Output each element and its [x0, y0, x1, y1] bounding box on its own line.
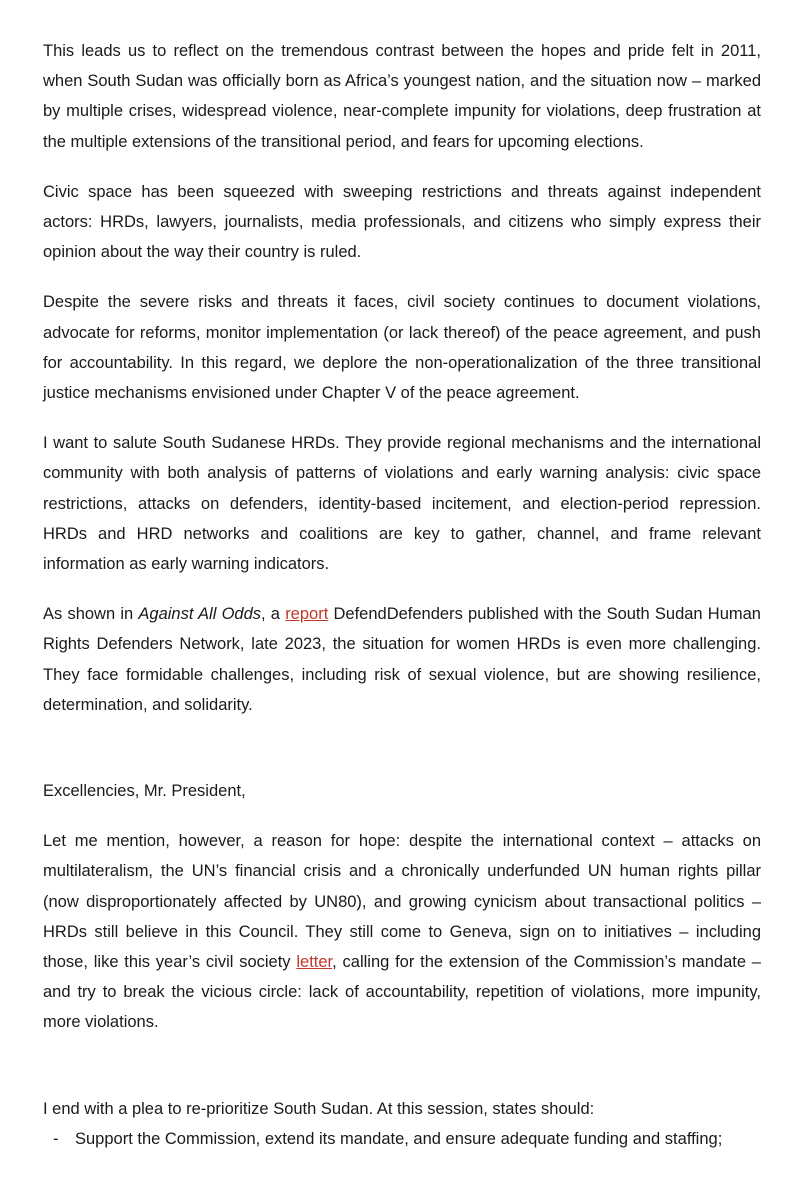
list-item-text: Support the Commission, extend its mandate, and ensure adequate funding and staffing;: [75, 1129, 723, 1148]
paragraph-plea: I end with a plea to re-prioritize South Sudan. At this session, states should:: [43, 1099, 595, 1118]
salutation: Excellencies, Mr. President,: [43, 782, 246, 801]
paragraph-civic-space: Civic space has been squeezed with sweeping restrictions and threats against independent actors: HRDs, lawyers, journalists, media professionals, and citizens who simply express their opinion about the way their country is ruled.: [43, 182, 761, 262]
paragraph-against-all-odds: [43, 599, 761, 720]
paragraph-gap: [43, 267, 761, 287]
section-gap: [43, 1038, 761, 1094]
list-bullet-dash: -: [53, 1129, 59, 1148]
paragraph-contrast: This leads us to reflect on the tremendous contrast between the hopes and pride felt in 2011, when South Sudan was officially born as Africa’s youngest nation, and the situation now – marked by multiple crises, widespread violence, near-complete impunity for violations, deep frustration at the multiple extensions of the transitional period, and fears for upcoming elections.: [43, 42, 761, 151]
paragraph-gap: [43, 579, 761, 599]
paragraph-gap: [43, 408, 761, 428]
p5-text-after-title: , a: [261, 605, 286, 624]
list-item: [43, 1124, 761, 1154]
report-link[interactable]: report: [285, 605, 329, 624]
paragraph-reason-for-hope: [43, 826, 761, 1037]
p6-text-after-link: , calling for the extension of the Commission’s mandate – and try to break the vicious circle: lack of accountability, repetition of violations, more impunity, more violations.: [43, 953, 761, 1032]
p5-text-before-title: As shown in: [43, 605, 139, 624]
paragraph-civil-society: Despite the severe risks and threats it faces, civil society continues to document violations, advocate for reforms, monitor implementation (or lack thereof) of the peace agreement, and push for accountability. In this regard, we deplore the non-operationalization of the three transitional justice mechanisms envisioned under Chapter V of the peace agreement.: [43, 293, 761, 403]
section-gap: [43, 720, 761, 776]
p6-text-before-link: Let me mention, however, a reason for hope: despite the international context – attacks on multilateralism, the UN’s financial crisis and a chronically underfunded UN human rights pillar (now disproportionately affected by UN80), and growing cynicism about transactional politics – HRDs still believe in this Council. They still come to Geneva, sign on to initiatives – including those, like this year’s civil society: [43, 832, 761, 972]
paragraph-salute-hrds: I want to salute South Sudanese HRDs. They provide regional mechanisms and the international community with both analysis of patterns of violations and early warning analysis: civic space restrictions, attacks on defenders, identity-based incitement, and election-period repression. HRDs and HRD networks and coalitions are key to gather, channel, and frame relevant information as early warning indicators.: [43, 434, 761, 574]
document-body: [43, 36, 761, 1154]
letter-link[interactable]: letter: [296, 953, 333, 972]
p5-text-after-link: DefendDefenders published with the South Sudan Human Rights Defenders Network, late 2023, the situation for women HRDs is even more challenging. They face formidable challenges, including risk of sexual violence, but are showing resilience, determination, and solidarity.: [43, 605, 761, 714]
paragraph-gap: [43, 806, 761, 826]
recommendations-list: [43, 1124, 761, 1154]
report-title: Against All Odds: [138, 605, 262, 624]
paragraph-gap: [43, 157, 761, 177]
